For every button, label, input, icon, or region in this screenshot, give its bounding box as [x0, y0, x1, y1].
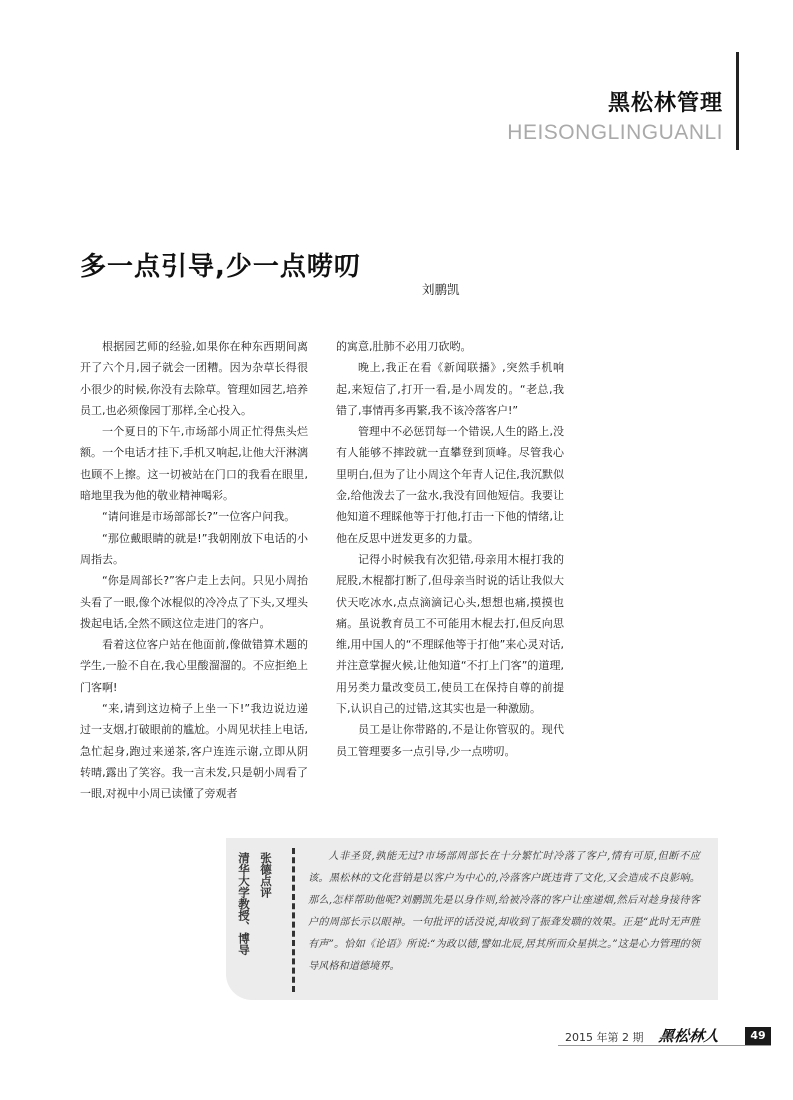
page-number: 49: [745, 1027, 771, 1045]
paragraph: “你是周部长?”客户走上去问。只见小周抬头看了一眼,像个冰棍似的冷冷点了下头,又埋头拨起电话,全然不顾这位走进门的客户。: [80, 574, 308, 630]
article-title: 多一点引导,少一点唠叨: [80, 252, 361, 282]
paragraph: 管理中不必惩罚每一个错误,人生的路上,没有人能够不摔跤就一直攀登到顶峰。尽管我心里明白,但为了让小周这个年青人记住,我沉默似金,给他泼去了一盆水,我没有回他短信。我要让他知道不理睬他等于打他,打击一下他的情绪,让他在反思中迸发更多的力量。: [336, 425, 564, 545]
paragraph: 晚上,我正在看《新闻联播》,突然手机响起,来短信了,打开一看,是小周发的。“老总,我错了,事情再多再繁,我不该冷落客户!”: [336, 361, 564, 417]
dashed-divider: [292, 848, 295, 992]
article-column-left: [80, 336, 308, 805]
expert-comment-box: [226, 838, 718, 1000]
column-header: [507, 86, 723, 145]
comment-paragraph: 人非圣贤,孰能无过?市场部周部长在十分繁忙时冷落了客户,情有可原,但断不应该。黑松林的文化营销是以客户为中心的,冷落客户既违背了文化,又会造成不良影响。那么,怎样帮助他呢?刘鹏凯先是以身作则,给被冷落的客户让座递烟,然后对趁身接待客户的周部长示以眼神。一句批评的话没说,却收到了振聋发聩的效果。正是“此时无声胜有声”。恰如《论语》所说:“为政以德,譬如北辰,居其所而众星拱之。”这是心力管理的领导风格和道德境界。: [308, 851, 700, 972]
column-name-en: HEISONGLINGUANLI: [507, 121, 723, 144]
footer-rule: [558, 1045, 771, 1046]
paragraph: 员工是让你带路的,不是让你管驭的。现代员工管理要多一点引导,少一点唠叨。: [336, 723, 564, 758]
article-author: 刘鹏凯: [422, 282, 460, 297]
article-column-right: [336, 336, 564, 762]
header-vertical-rule: [736, 52, 739, 150]
page-footer: [558, 1025, 771, 1049]
paragraph: 根据园艺师的经验,如果你在种东西期间离开了六个月,园子就会一团糟。因为杂草长得很小很少的时候,你没有去除草。管理如园艺,培养员工,也必须像园丁那样,全心投入。: [80, 340, 308, 417]
comment-text: [308, 846, 700, 978]
issue-label: 2015 年第 2 期: [565, 1031, 644, 1044]
paragraph: 看着这位客户站在他面前,像做错算术题的学生,一脸不自在,我心里酸溜溜的。不应拒绝上门客啊!: [80, 638, 308, 694]
paragraph: 记得小时候我有次犯错,母亲用木棍打我的屁股,木棍都打断了,但母亲当时说的话让我似大伏天吃冰水,点点滴滴记心头,想想也痛,摸摸也痛。虽说教育员工不可能用木棍去打,但反向思维,用中国人的“不理睬他等于打他”来心灵对话,并注意掌握火候,让他知道“不打上门客”的道理,用另类力量改变员工,使员工在保持自尊的前提下,认识自己的过错,这其实也是一种激励。: [336, 552, 564, 716]
paragraph: 一个夏日的下午,市场部小周正忙得焦头烂额。一个电话才挂下,手机又响起,让他大汗淋漓也顾不上擦。这一切被站在门口的我看在眼里,暗地里我为他的敬业精神喝彩。: [80, 425, 308, 503]
paragraph: “那位戴眼睛的就是!”我朝刚放下电话的小周指去。: [80, 531, 308, 566]
column-name-cn: 黑松林管理: [607, 91, 723, 116]
reviewer-label: [236, 852, 282, 992]
magazine-logo: 黑松林人: [657, 1027, 721, 1045]
paragraph: “请问谁是市场部部长?”一位客户问我。: [102, 510, 296, 524]
reviewer-name: 张德点评: [259, 852, 273, 898]
paragraph: “来,请到这边椅子上坐一下!”我边说边递过一支烟,打破眼前的尴尬。小周见状挂上电话,急忙起身,跑过来递茶,客户连连示谢,立即从阴转晴,露出了笑容。我一言未发,只是朝小周看了一眼,对视中小周已读懂了旁观者: [80, 702, 308, 801]
paragraph-continuation: 的寓意,肚肺不必用刀砍哟。: [336, 340, 472, 353]
reviewer-title: 清华大学教授、博导: [237, 852, 251, 956]
